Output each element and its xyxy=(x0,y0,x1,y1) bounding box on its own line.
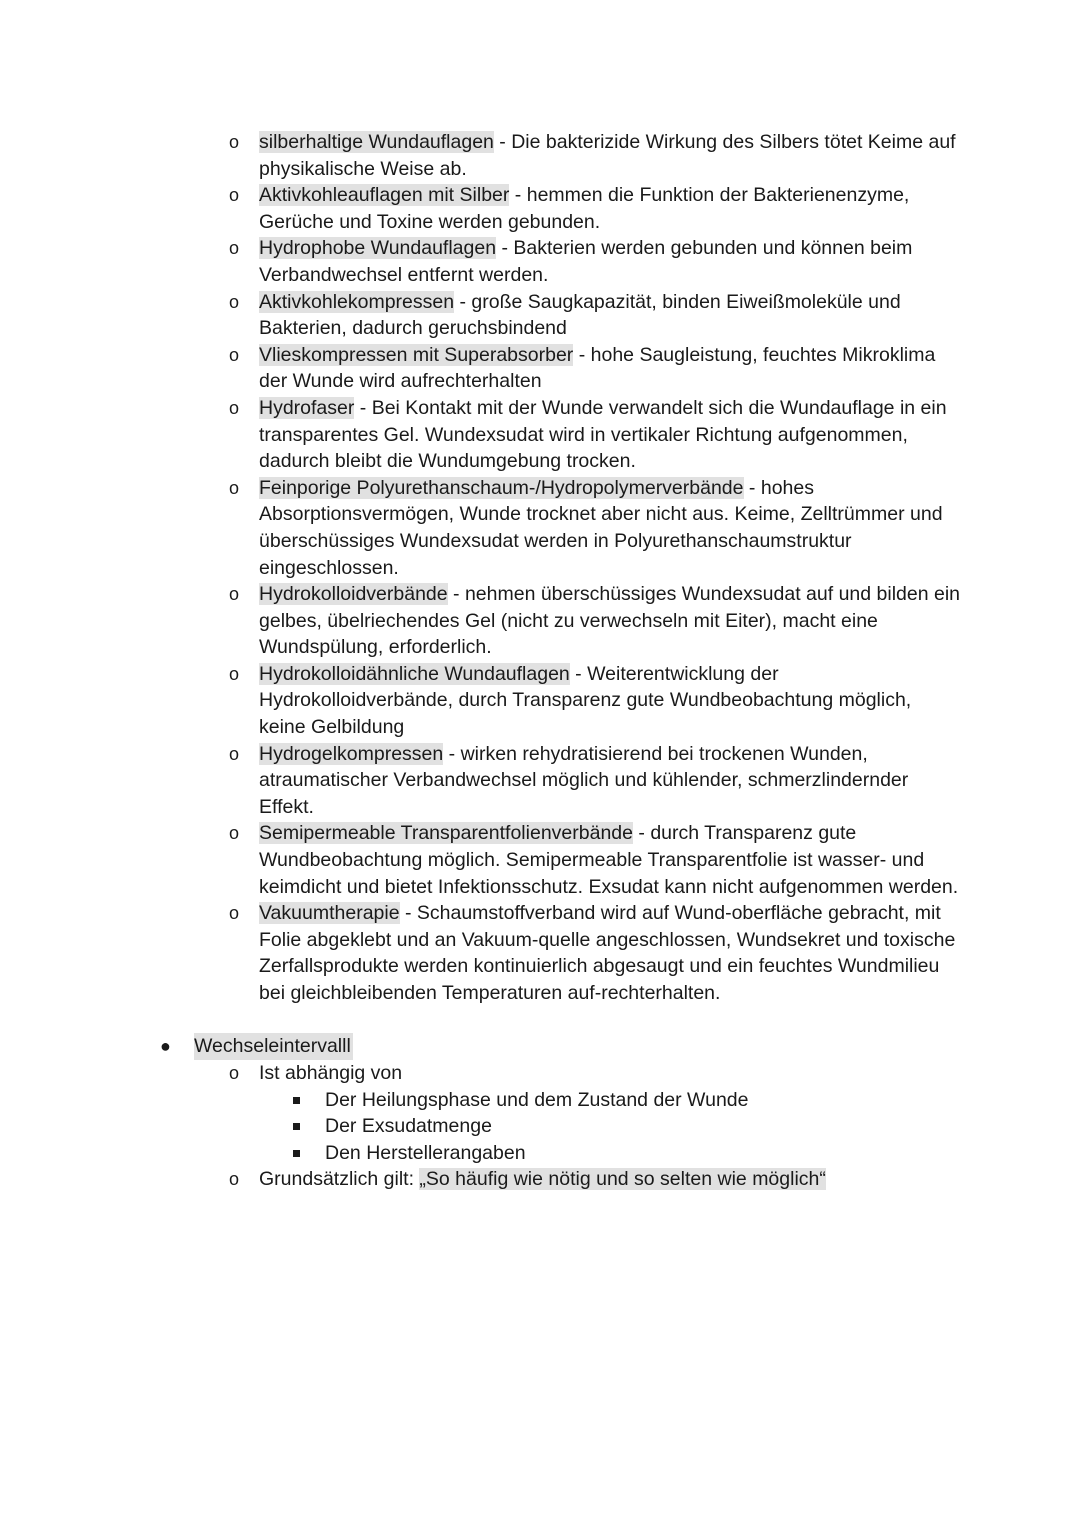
circle-bullet-icon: o xyxy=(228,584,239,605)
circle-bullet-icon: o xyxy=(228,823,239,844)
list-item xyxy=(0,581,1080,661)
list-item xyxy=(0,182,1080,235)
list-item xyxy=(0,1060,1080,1166)
dressing-term: Hydrophobe Wundauflagen xyxy=(259,237,497,260)
depends-label: Ist abhängig von xyxy=(259,1062,403,1084)
circle-bullet-icon: o xyxy=(228,903,239,924)
factor-text: Der Exsudatmenge xyxy=(325,1115,492,1138)
dressing-term: Vlieskompressen mit Superabsorber xyxy=(259,343,574,366)
dressing-description: - Bei Kontakt mit der Wunde verwandelt sich die Wundauflage in ein transparentes Gel. Wundexsudat wird in vertikaler Richtung aufgenommen, dadurch bleibt die Wundumgebung trocken. xyxy=(259,396,947,473)
dressing-term: Hydrofaser xyxy=(259,396,355,419)
list-item xyxy=(0,900,1080,1006)
square-bullet-icon xyxy=(293,1097,300,1104)
rule-label: Grundsätzlich gilt: xyxy=(259,1168,420,1191)
circle-bullet-icon: o xyxy=(228,185,239,206)
dressing-description: - wirken rehydratisierend bei trockenen Wunden, atraumatischer Verbandwechsel möglich und kühlender, schmerzlindernder Effekt. xyxy=(259,742,909,818)
interval-list xyxy=(0,1060,1080,1193)
wound-dressing-list xyxy=(0,129,1080,1007)
circle-bullet-icon: o xyxy=(228,132,239,152)
dressing-term: Aktivkohlekompressen xyxy=(259,290,455,313)
dressing-term: Hydrokolloidähnliche Wundauflagen xyxy=(259,662,570,685)
circle-bullet-icon: o xyxy=(228,477,239,498)
dressing-description: - hohes Absorptionsvermögen, Wunde trocknet aber nicht aus. Keime, Zelltrümmer und überschüssiges Wundexsudat werden in Polyurethanschaumstruktur eingeschlossen. xyxy=(259,476,943,579)
circle-bullet-icon: o xyxy=(228,743,239,764)
list-item xyxy=(0,820,1080,900)
dressing-term: Aktivkohleauflagen mit Silber xyxy=(259,184,510,207)
dressing-description: - Schaumstoffverband wird auf Wund-oberfläche gebracht, mit Folie abgeklebt und an Vakuum-quelle angeschlossen, Wundsekret und toxische Zerfallsprodukte werden kontinuierlich abgesaugt und ein feuchtes Wundmilieu bei gleichbleibenden Temperaturen auf-rechterhalten. xyxy=(259,902,956,1004)
circle-bullet-icon: o xyxy=(228,238,239,259)
circle-bullet-icon: o xyxy=(228,663,239,684)
dressing-description: - Bakterien werden gebunden und können beim Verbandwechsel entfernt werden. xyxy=(259,237,913,286)
filled-bullet-icon: ● xyxy=(160,1036,171,1056)
dressing-term: Hydrokolloidverbände xyxy=(259,583,448,606)
list-item xyxy=(0,1166,1080,1193)
circle-bullet-icon: o xyxy=(228,1063,239,1083)
list-item xyxy=(0,235,1080,288)
circle-bullet-icon: o xyxy=(228,1169,239,1190)
factor-text: Den Herstellerangaben xyxy=(325,1141,526,1164)
list-item xyxy=(259,1113,1080,1140)
list-item xyxy=(259,1087,1080,1114)
circle-bullet-icon: o xyxy=(228,397,239,418)
circle-bullet-icon: o xyxy=(228,291,239,312)
square-bullet-icon xyxy=(293,1123,300,1130)
list-item xyxy=(0,289,1080,342)
list-item xyxy=(259,1140,1080,1167)
square-bullet-icon xyxy=(293,1150,300,1157)
dressing-description: - nehmen überschüssiges Wundexsudat auf und bilden ein gelbes, übelriechendes Gel (nicht zu verwechseln mit Eiter), macht eine Wundspülung, erforderlich. xyxy=(259,583,961,659)
factor-list xyxy=(259,1087,1080,1167)
circle-bullet-icon: o xyxy=(228,344,239,365)
list-item xyxy=(0,475,1080,581)
list-item xyxy=(0,342,1080,395)
factor-text: Der Heilungsphase und dem Zustand der Wunde xyxy=(325,1088,749,1111)
list-item xyxy=(0,395,1080,475)
dressing-term: silberhaltige Wundauflagen xyxy=(259,131,494,153)
interval-heading: Wechseleintervalll xyxy=(194,1033,353,1060)
dressing-description: - hohe Saugleistung, feuchtes Mikroklima der Wunde wird aufrechterhalten xyxy=(259,343,936,393)
list-item xyxy=(0,129,1080,182)
dressing-description: - Weiterentwicklung der Hydrokolloidverbände, durch Transparenz gute Wundbeobachtung möglich, keine Gelbildung xyxy=(259,662,912,739)
dressing-description: - hemmen die Funktion der Bakterienenzyme, Gerüche und Toxine werden gebunden. xyxy=(259,184,910,233)
dressing-term: Semipermeable Transparentfolienverbände xyxy=(259,822,633,845)
list-item xyxy=(0,661,1080,741)
rule-quote: „So häufig wie nötig und so selten wie möglich“ xyxy=(419,1168,826,1191)
dressing-term: Hydrogelkompressen xyxy=(259,742,444,765)
dressing-description: - große Saugkapazität, binden Eiweißmoleküle und Bakterien, dadurch geruchsbindend xyxy=(259,290,901,340)
dressing-term: Vakuumtherapie xyxy=(259,902,400,925)
list-item xyxy=(0,741,1080,821)
dressing-term: Feinporige Polyurethanschaum-/Hydropolymerverbände xyxy=(259,476,744,499)
dressing-description: - durch Transparenz gute Wundbeobachtung möglich. Semipermeable Transparentfolie ist wasser- und keimdicht und bietet Infektionsschutz. Exsudat kann nicht aufgenommen werden. xyxy=(259,822,959,898)
dressing-description: - Die bakterizide Wirkung des Silbers tötet Keime auf physikalische Weise ab. xyxy=(259,131,956,180)
